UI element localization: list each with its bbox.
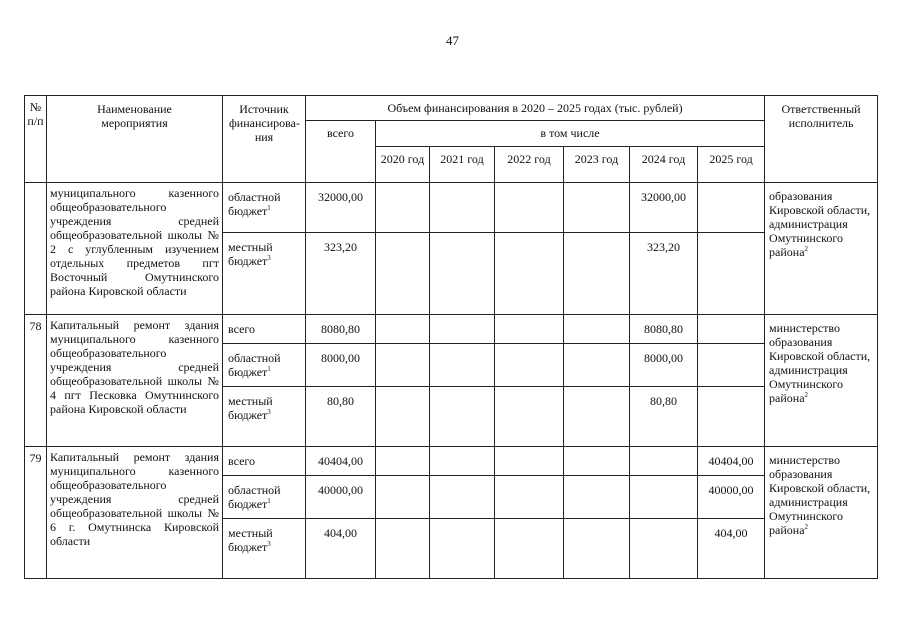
footnote-mark: 2 xyxy=(804,245,809,253)
funding-source-label: областной бюджет xyxy=(228,190,281,218)
responsible-text: образования Кировской области, администрация Омутнинского района xyxy=(769,189,871,259)
footnote-mark: 3 xyxy=(267,254,271,262)
table-row xyxy=(25,447,878,476)
year-value-2020 xyxy=(376,519,430,579)
year-value-2024: 8080,80 xyxy=(630,315,698,344)
footnote-mark: 2 xyxy=(804,391,809,399)
year-value-2025 xyxy=(698,387,765,447)
year-value-2023 xyxy=(564,519,630,579)
total-value: 32000,00 xyxy=(306,183,376,233)
year-value-2025 xyxy=(698,233,765,315)
activity-name: Капитальный ремонт здания муниципального казенного общеобразовательного учреждения средней общеобразовательной школы № 4 пгт Песковка Омутнинского района Кировской области xyxy=(47,315,223,447)
year-value-2022 xyxy=(495,476,564,519)
header-year-1: 2021 год xyxy=(430,147,495,183)
year-value-2024: 32000,00 xyxy=(630,183,698,233)
total-value: 40000,00 xyxy=(306,476,376,519)
total-value: 404,00 xyxy=(306,519,376,579)
year-value-2023 xyxy=(564,476,630,519)
year-value-2022 xyxy=(495,315,564,344)
year-value-2020 xyxy=(376,387,430,447)
header-total: всего xyxy=(306,121,376,183)
year-value-2020 xyxy=(376,344,430,387)
year-value-2022 xyxy=(495,183,564,233)
header-num: № п/п xyxy=(25,96,47,183)
footnote-mark: 1 xyxy=(267,204,271,212)
header-source: Источник финансирова-ния xyxy=(223,96,306,183)
year-value-2021 xyxy=(430,183,495,233)
funding-source-label: всего xyxy=(228,454,256,468)
year-value-2022 xyxy=(495,519,564,579)
header-responsible: Ответственный исполнитель xyxy=(765,96,878,183)
footnote-mark: 2 xyxy=(804,523,809,531)
total-value: 323,20 xyxy=(306,233,376,315)
year-value-2021 xyxy=(430,315,495,344)
row-number: 78 xyxy=(25,315,47,447)
year-value-2020 xyxy=(376,447,430,476)
header-year-4: 2024 год xyxy=(630,147,698,183)
year-value-2025: 404,00 xyxy=(698,519,765,579)
year-value-2024 xyxy=(630,519,698,579)
row-number: 79 xyxy=(25,447,47,579)
year-value-2020 xyxy=(376,476,430,519)
year-value-2021 xyxy=(430,344,495,387)
year-value-2024: 80,80 xyxy=(630,387,698,447)
year-value-2020 xyxy=(376,315,430,344)
financing-table xyxy=(24,95,878,579)
year-value-2022 xyxy=(495,344,564,387)
activity-name: Капитальный ремонт здания муниципального казенного общеобразовательного учреждения средней общеобразовательной школы № 6 г. Омутнинска Кировской области xyxy=(47,447,223,579)
responsible-executor xyxy=(765,183,878,315)
year-value-2023 xyxy=(564,387,630,447)
year-value-2024 xyxy=(630,476,698,519)
footnote-mark: 3 xyxy=(267,408,271,416)
year-value-2021 xyxy=(430,447,495,476)
year-value-2022 xyxy=(495,447,564,476)
footnote-mark: 3 xyxy=(267,540,271,548)
total-value: 40404,00 xyxy=(306,447,376,476)
funding-source xyxy=(223,233,306,315)
year-value-2021 xyxy=(430,519,495,579)
year-value-2025 xyxy=(698,344,765,387)
year-value-2024: 8000,00 xyxy=(630,344,698,387)
responsible-text: министерство образования Кировской области, администрация Омутнинского района xyxy=(769,321,871,405)
funding-source xyxy=(223,387,306,447)
header-year-2: 2022 год xyxy=(495,147,564,183)
page-number: 47 xyxy=(446,33,459,48)
total-value: 8080,80 xyxy=(306,315,376,344)
year-value-2025: 40000,00 xyxy=(698,476,765,519)
year-value-2024: 323,20 xyxy=(630,233,698,315)
year-value-2025 xyxy=(698,315,765,344)
responsible-executor xyxy=(765,447,878,579)
year-value-2025: 40404,00 xyxy=(698,447,765,476)
funding-source xyxy=(223,519,306,579)
header-year-3: 2023 год xyxy=(564,147,630,183)
funding-source xyxy=(223,183,306,233)
footnote-mark: 1 xyxy=(267,497,271,505)
year-value-2023 xyxy=(564,315,630,344)
header-year-0: 2020 год xyxy=(376,147,430,183)
funding-source xyxy=(223,315,306,344)
funding-source-label: областной бюджет xyxy=(228,483,281,511)
funding-source xyxy=(223,344,306,387)
year-value-2021 xyxy=(430,387,495,447)
funding-source xyxy=(223,476,306,519)
responsible-executor xyxy=(765,315,878,447)
funding-source-label: местный бюджет xyxy=(228,526,273,554)
header-name: Наименование мероприятия xyxy=(47,96,223,183)
year-value-2020 xyxy=(376,233,430,315)
row-number xyxy=(25,183,47,315)
year-value-2023 xyxy=(564,447,630,476)
funding-source-label: областной бюджет xyxy=(228,351,281,379)
year-value-2022 xyxy=(495,233,564,315)
year-value-2023 xyxy=(564,344,630,387)
total-value: 80,80 xyxy=(306,387,376,447)
funding-source-label: местный бюджет xyxy=(228,240,273,268)
table-row xyxy=(25,315,878,344)
year-value-2023 xyxy=(564,183,630,233)
footnote-mark: 1 xyxy=(267,365,271,373)
header-including: в том числе xyxy=(376,121,765,147)
table-row xyxy=(25,183,878,233)
funding-source-label: всего xyxy=(228,322,256,336)
funding-source xyxy=(223,447,306,476)
header-volume: Объем финансирования в 2020 – 2025 годах (тыс. рублей) xyxy=(306,96,765,121)
year-value-2024 xyxy=(630,447,698,476)
year-value-2025 xyxy=(698,183,765,233)
total-value: 8000,00 xyxy=(306,344,376,387)
year-value-2023 xyxy=(564,233,630,315)
header-year-5: 2025 год xyxy=(698,147,765,183)
funding-source-label: местный бюджет xyxy=(228,394,273,422)
activity-name: муниципального казенного общеобразовательного учреждения средней общеобразовательной школы № 2 с углубленным изучением отдельных предметов пгт Восточный Омутнинского района Кировской области xyxy=(47,183,223,315)
year-value-2021 xyxy=(430,476,495,519)
responsible-text: министерство образования Кировской области, администрация Омутнинского района xyxy=(769,453,871,537)
year-value-2021 xyxy=(430,233,495,315)
year-value-2022 xyxy=(495,387,564,447)
year-value-2020 xyxy=(376,183,430,233)
